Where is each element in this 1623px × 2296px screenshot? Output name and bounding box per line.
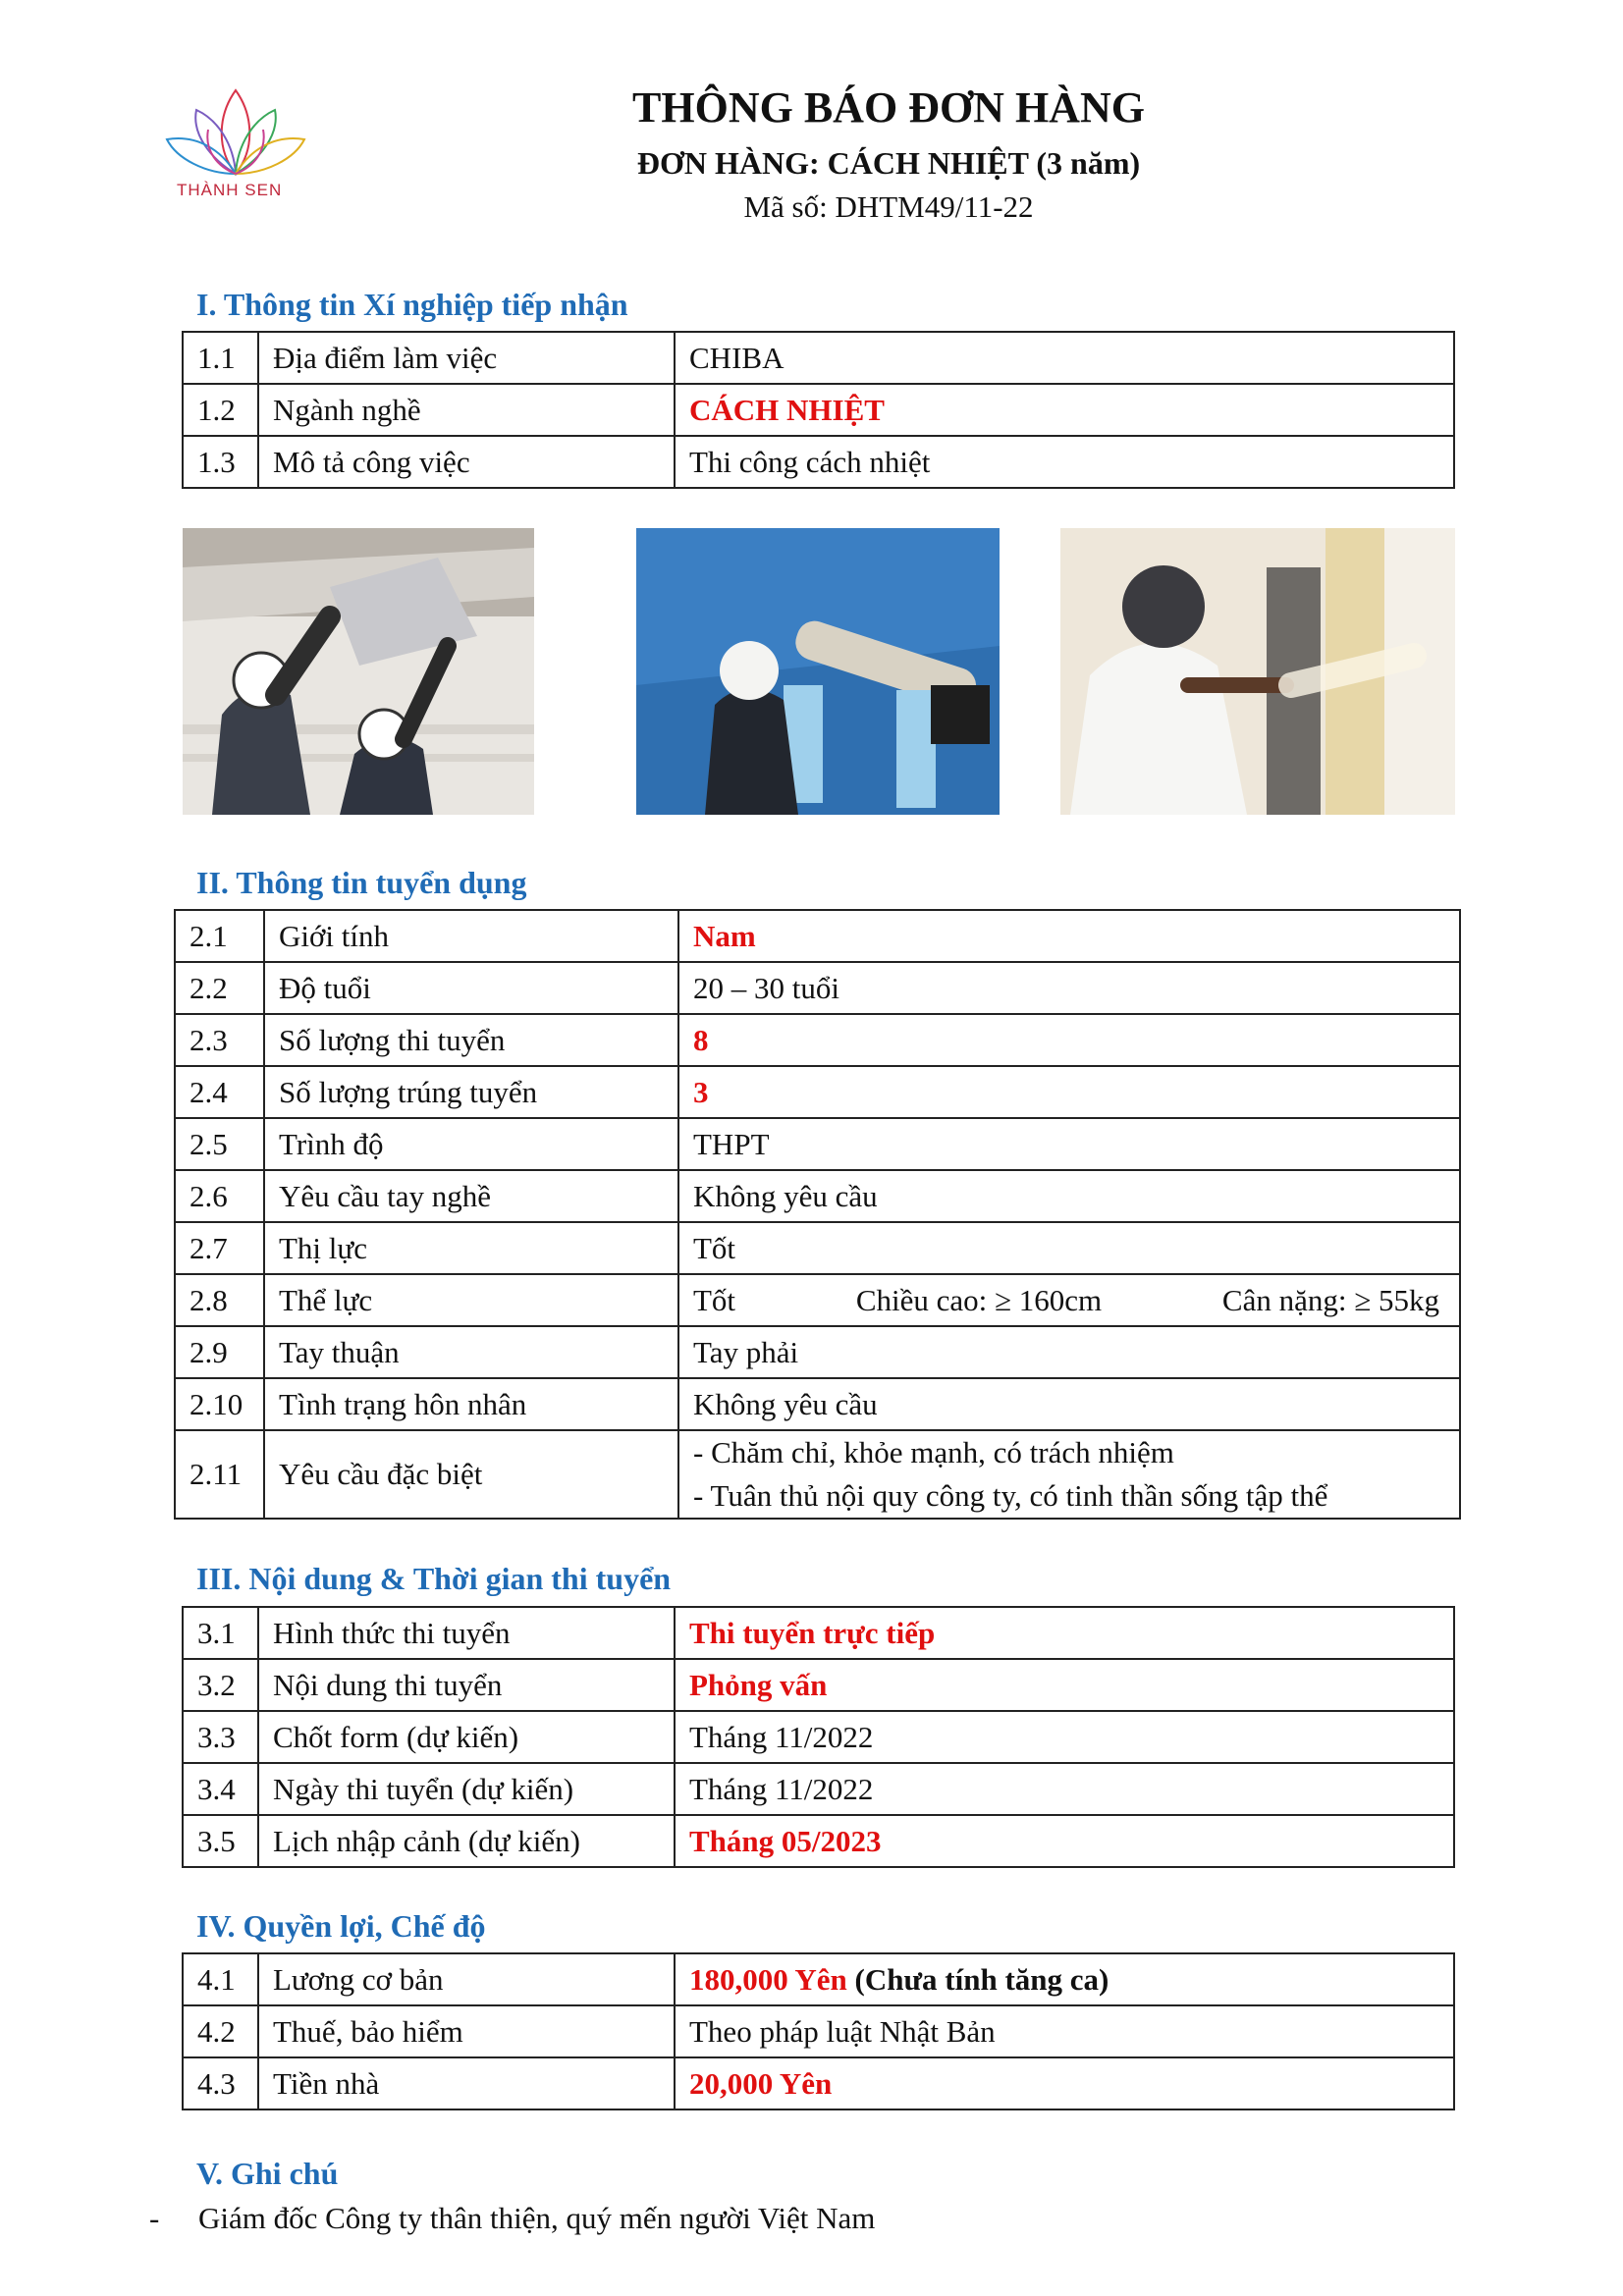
row-number: 3.5 [183,1815,258,1867]
row-number: 3.4 [183,1763,258,1815]
row-label: Tay thuận [264,1326,678,1378]
row-label: Địa điểm làm việc [258,332,675,384]
table-row [183,1763,1454,1815]
table-row [183,436,1454,488]
row-label: Số lượng trúng tuyển [264,1066,678,1118]
special-requirement-1: - Chăm chỉ, khỏe mạnh, có trách nhiệm [693,1435,1174,1469]
row-number: 3.3 [183,1711,258,1763]
row-value [678,1430,1460,1519]
row-label: Lương cơ bản [258,1953,675,2005]
table-row [175,1222,1460,1274]
section-4-heading: IV. Quyền lợi, Chế độ [196,1908,486,1944]
row-label: Lịch nhập cảnh (dự kiến) [258,1815,675,1867]
worker-spray-foam-photo [1060,528,1455,815]
logo-text: THÀNH SEN [177,181,283,199]
row-value: Phỏng vấn [675,1659,1454,1711]
page-title: THÔNG BÁO ĐƠN HÀNG [632,83,1145,132]
row-value: Tháng 11/2022 [675,1711,1454,1763]
table-row [183,2057,1454,2109]
order-code: Mã số: DHTM49/11-22 [743,189,1034,224]
table-row [175,1326,1460,1378]
row-number: 2.9 [175,1326,264,1378]
row-label: Hình thức thi tuyển [258,1607,675,1659]
row-number: 3.2 [183,1659,258,1711]
salary-note: (Chưa tính tăng ca) [854,1961,1109,1997]
row-label: Độ tuổi [264,962,678,1014]
table-row [175,1274,1460,1326]
row-number: 4.1 [183,1953,258,2005]
row-number: 2.4 [175,1066,264,1118]
row-value [675,1953,1454,2005]
row-number: 1.3 [183,436,258,488]
table-row [183,1659,1454,1711]
recruitment-info-table [174,909,1461,1520]
row-value: Tốt [678,1222,1460,1274]
row-value: Không yêu cầu [678,1378,1460,1430]
row-value: 3 [678,1066,1460,1118]
row-number: 4.2 [183,2005,258,2057]
row-label: Tiền nhà [258,2057,675,2109]
row-number: 2.5 [175,1118,264,1170]
table-row [183,1607,1454,1659]
table-row [175,1014,1460,1066]
row-label: Thị lực [264,1222,678,1274]
row-value: Tháng 11/2022 [675,1763,1454,1815]
row-value: Tay phải [678,1326,1460,1378]
row-value: Theo pháp luật Nhật Bản [675,2005,1454,2057]
note-item [149,2201,875,2236]
row-value: CÁCH NHIỆT [675,384,1454,436]
fitness-value: Tốt [693,1282,736,1317]
row-label: Nội dung thi tuyển [258,1659,675,1711]
section-1-heading: I. Thông tin Xí nghiệp tiếp nhận [196,287,628,322]
section-2-heading: II. Thông tin tuyển dụng [196,865,527,900]
row-number: 2.2 [175,962,264,1014]
table-row [175,962,1460,1014]
table-row [175,1378,1460,1430]
salary-value: 180,000 Yên [689,1961,847,1997]
row-label: Giới tính [264,910,678,962]
row-value: 20 – 30 tuổi [678,962,1460,1014]
workers-installing-insulation-photo [183,528,534,815]
table-row [183,1953,1454,2005]
row-label: Thuế, bảo hiểm [258,2005,675,2057]
row-number: 2.3 [175,1014,264,1066]
row-number: 3.1 [183,1607,258,1659]
order-subtitle: ĐƠN HÀNG: CÁCH NHIỆT (3 năm) [636,145,1141,181]
row-value: Thi công cách nhiệt [675,436,1454,488]
row-number: 2.7 [175,1222,264,1274]
table-row [175,1066,1460,1118]
row-value: CHIBA [675,332,1454,384]
height-requirement: Chiều cao: ≥ 160cm [855,1282,1103,1317]
weight-requirement: Cân nặng: ≥ 55kg [1221,1282,1439,1317]
benefits-table [182,1952,1455,2110]
row-label: Chốt form (dự kiến) [258,1711,675,1763]
company-info-table [182,331,1455,489]
row-value: Thi tuyển trực tiếp [675,1607,1454,1659]
row-number: 2.1 [175,910,264,962]
bullet-dash: - [149,2201,160,2235]
row-label: Ngày thi tuyển (dự kiến) [258,1763,675,1815]
row-value: Không yêu cầu [678,1170,1460,1222]
row-label: Ngành nghề [258,384,675,436]
table-row [175,1170,1460,1222]
row-number: 2.11 [175,1430,264,1519]
row-label: Số lượng thi tuyển [264,1014,678,1066]
row-number: 1.1 [183,332,258,384]
table-row [183,2005,1454,2057]
row-label: Mô tả công việc [258,436,675,488]
row-number: 2.10 [175,1378,264,1430]
row-value: THPT [678,1118,1460,1170]
row-number: 4.3 [183,2057,258,2109]
section-5-heading: V. Ghi chú [196,2156,339,2191]
row-label: Yêu cầu đặc biệt [264,1430,678,1519]
table-row [175,1430,1460,1519]
row-value: 8 [678,1014,1460,1066]
row-value: Nam [678,910,1460,962]
row-label: Tình trạng hôn nhân [264,1378,678,1430]
table-row [183,1815,1454,1867]
worker-pipe-insulation-photo [636,528,1000,815]
note-text: Giám đốc Công ty thân thiện, quý mến người Việt Nam [198,2201,876,2235]
section-3-heading: III. Nội dung & Thời gian thi tuyển [196,1561,672,1596]
row-number: 2.6 [175,1170,264,1222]
row-label: Thể lực [264,1274,678,1326]
exam-info-table [182,1606,1455,1868]
table-row [175,910,1460,962]
row-number: 1.2 [183,384,258,436]
table-row [175,1118,1460,1170]
table-row [183,384,1454,436]
row-label: Yêu cầu tay nghề [264,1170,678,1222]
special-requirement-2: - Tuân thủ nội quy công ty, có tinh thần sống tập thể [693,1478,1328,1513]
row-value: 20,000 Yên [675,2057,1454,2109]
table-row [183,1711,1454,1763]
row-number: 2.8 [175,1274,264,1326]
row-value: Tháng 05/2023 [675,1815,1454,1867]
table-row [183,332,1454,384]
row-label: Trình độ [264,1118,678,1170]
row-value [678,1274,1460,1326]
